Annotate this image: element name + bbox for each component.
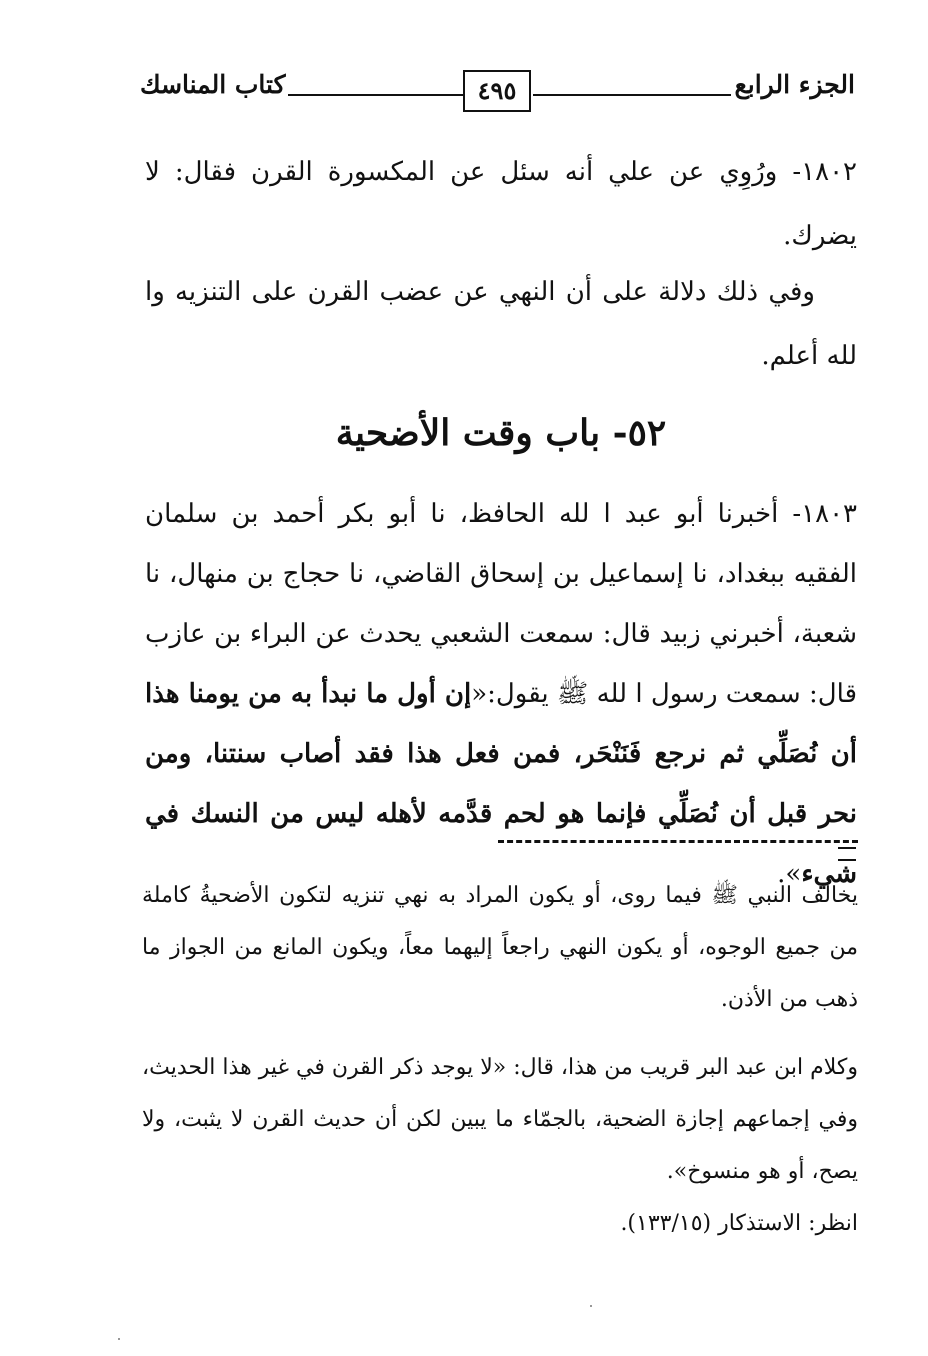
paragraph-1802: ١٨٠٢- ورُوِي عن علي أنه سئل عن المكسورة القرن فقال: لا يضرك. — [145, 157, 857, 251]
hadith-closing: ». — [777, 859, 802, 889]
note-text: وفي ذلك دلالة على أن النهي عن عضب القرن على التنزيه وا لله أعلم. — [145, 277, 857, 371]
hadith-isnad: ١٨٠٣- أخبرنا أبو عبد ا لله الحافظ، نا أبو بكر أحمد بن سلمان الفقيه ببغداد، نا إسماعيل بن إسحاق القاضي، نا حجاج بن منهال، نا شعبة، أخبرني زبيد قال: سمعت الشعبي يحدث عن البراء بن عازب قال: سمعت رسول ا لله ﷺ يقول:« — [145, 499, 857, 709]
footnote-2: وكلام ابن عبد البر قريب من هذا، قال: «لا يوجد ذكر القرن في غير هذا الحديث، وفي إجماعهم إجازة الضحية، بالجمّاء ما يبين لكن أن حديث القرن لا يثبت، ولا يصح، أو هو منسوخ». — [142, 1055, 858, 1184]
scan-speck — [118, 1338, 120, 1340]
book-label: كتاب المناسك — [140, 70, 286, 99]
footnote-1: يخالف النبي ﷺ فيما روى، أو يكون المراد به نهي تنزيه لتكون الأضحيةُ كاملة من جميع الوجوه، أو يكون النهي راجعاً إليهما معاً، ويكون المانع من الجواز ما ذهب من الأذن. — [142, 883, 858, 1012]
section-title: ٥٢- باب وقت الأضحية — [335, 412, 667, 454]
hadith-matn: إن أول ما نبدأ به من يومنا هذا أن نُصَلِّي ثم نرجع فَنَنْحَر، فمن فعل هذا فقد أصاب سنتنا، ومن نحر قبل أن نُصَلِّي فإنما هو لحم قدَّمه لأهله ليس من النسك في شيء — [145, 679, 857, 889]
header-rule-left — [288, 94, 463, 96]
page-header — [140, 60, 855, 120]
paragraph-note — [145, 260, 857, 388]
footnote-continuation-mark — [838, 847, 856, 861]
header-rule-right — [533, 94, 731, 96]
page-number: ٤٩٥ — [463, 70, 531, 112]
footnote-divider — [498, 840, 858, 843]
part-label: الجزء الرابع — [734, 70, 855, 99]
scan-speck — [590, 1305, 592, 1307]
footnote-3: انظر: الاستذكار (١٣٣/١٥). — [620, 1211, 858, 1236]
